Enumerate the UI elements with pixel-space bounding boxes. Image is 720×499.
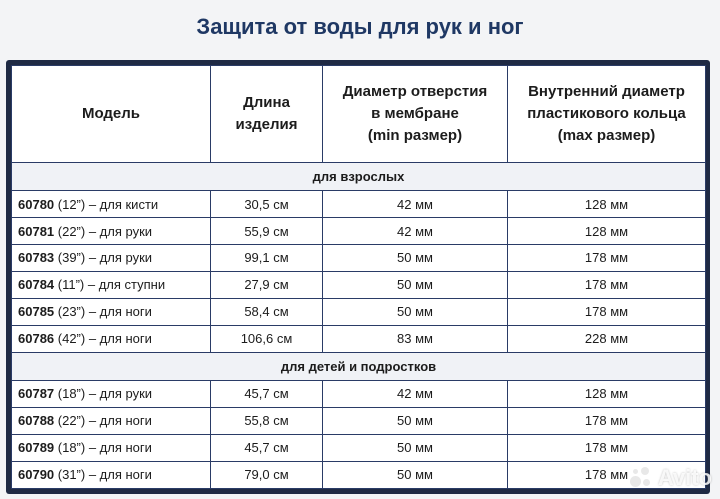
column-header	[12, 66, 211, 163]
ring-diameter-cell: 178 мм	[508, 407, 706, 434]
model-cell	[12, 461, 211, 488]
model-cell	[12, 380, 211, 407]
length-cell: 99,1 см	[211, 245, 323, 272]
hole-diameter-cell: 50 мм	[323, 407, 508, 434]
length-cell: 55,9 см	[211, 218, 323, 245]
table-row	[12, 461, 706, 488]
ring-diameter-cell: 178 мм	[508, 298, 706, 325]
model-cell	[12, 245, 211, 272]
model-code: 60789	[18, 440, 55, 456]
model-code: 60781	[18, 223, 55, 239]
column-header-line: в мембране	[371, 105, 459, 122]
table-row	[12, 191, 706, 218]
model-description: (22”) – для ноги	[54, 413, 152, 429]
column-header-line: Длина	[243, 94, 290, 111]
hole-diameter-cell: 42 мм	[323, 380, 508, 407]
model-description: (12”) – для кисти	[54, 196, 159, 212]
model-description: (23”) – для ноги	[54, 304, 152, 320]
header-row	[12, 66, 706, 163]
ring-diameter-cell: 178 мм	[508, 245, 706, 272]
ring-diameter-cell: 178 мм	[508, 271, 706, 298]
model-cell	[12, 434, 211, 461]
hole-diameter-cell: 50 мм	[323, 245, 508, 272]
table-row	[12, 407, 706, 434]
table-row	[12, 434, 706, 461]
hole-diameter-cell: 50 мм	[323, 298, 508, 325]
watermark-text: Avito	[657, 465, 712, 490]
hole-diameter-cell: 42 мм	[323, 218, 508, 245]
model-code: 60784	[18, 277, 55, 293]
section-label: для детей и подростков	[12, 352, 706, 380]
model-code: 60783	[18, 250, 55, 266]
ring-diameter-cell: 178 мм	[508, 434, 706, 461]
hole-diameter-cell: 50 мм	[323, 271, 508, 298]
model-description: (11”) – для ступни	[54, 277, 166, 293]
hole-diameter-cell: 50 мм	[323, 434, 508, 461]
model-description: (42”) – для ноги	[54, 331, 152, 347]
table-frame	[6, 60, 710, 494]
hole-diameter-cell: 42 мм	[323, 191, 508, 218]
hole-diameter-cell: 83 мм	[323, 325, 508, 352]
section-label: для взрослых	[12, 163, 706, 191]
hole-diameter-cell: 50 мм	[323, 461, 508, 488]
model-cell	[12, 407, 211, 434]
size-table	[11, 65, 706, 489]
column-header-line: пластикового кольца	[527, 105, 686, 122]
ring-diameter-cell: 178 мм	[508, 461, 706, 488]
section-header-row	[12, 352, 706, 380]
model-description: (39”) – для руки	[54, 250, 153, 266]
avito-watermark	[630, 465, 712, 491]
column-header-line: изделия	[235, 116, 298, 133]
model-code: 60786	[18, 331, 55, 347]
ring-diameter-cell: 228 мм	[508, 325, 706, 352]
table-row	[12, 271, 706, 298]
model-code: 60790	[18, 467, 55, 483]
ring-diameter-cell: 128 мм	[508, 218, 706, 245]
model-description: (31”) – для ноги	[54, 467, 152, 483]
model-cell	[12, 298, 211, 325]
model-cell	[12, 271, 211, 298]
model-description: (18”) – для руки	[54, 386, 153, 402]
length-cell: 30,5 см	[211, 191, 323, 218]
column-header	[323, 66, 508, 163]
section-header-row	[12, 163, 706, 191]
column-header-line: (max размер)	[557, 127, 656, 144]
model-cell	[12, 325, 211, 352]
column-header	[508, 66, 706, 163]
length-cell: 45,7 см	[211, 434, 323, 461]
column-header-line: (min размер)	[367, 127, 463, 144]
model-cell	[12, 218, 211, 245]
model-description: (18”) – для ноги	[54, 440, 152, 456]
table-row	[12, 218, 706, 245]
model-code: 60787	[18, 386, 55, 402]
table-body	[12, 163, 706, 489]
column-header-line: Внутренний диаметр	[528, 83, 685, 100]
table-row	[12, 245, 706, 272]
length-cell: 79,0 см	[211, 461, 323, 488]
avito-logo-icon	[630, 467, 652, 489]
column-header-line: Диаметр отверстия	[342, 83, 488, 100]
table-row	[12, 325, 706, 352]
length-cell: 55,8 см	[211, 407, 323, 434]
model-code: 60788	[18, 413, 55, 429]
table-row	[12, 380, 706, 407]
ring-diameter-cell: 128 мм	[508, 191, 706, 218]
length-cell: 27,9 см	[211, 271, 323, 298]
ring-diameter-cell: 128 мм	[508, 380, 706, 407]
table-row	[12, 298, 706, 325]
column-header-line: Модель	[81, 105, 141, 122]
length-cell: 106,6 см	[211, 325, 323, 352]
model-description: (22”) – для руки	[54, 223, 153, 239]
model-code: 60785	[18, 304, 55, 320]
length-cell: 45,7 см	[211, 380, 323, 407]
length-cell: 58,4 см	[211, 298, 323, 325]
page-title: Защита от воды для рук и ног	[196, 14, 524, 39]
model-cell	[12, 191, 211, 218]
model-code: 60780	[18, 196, 55, 212]
column-header	[211, 66, 323, 163]
